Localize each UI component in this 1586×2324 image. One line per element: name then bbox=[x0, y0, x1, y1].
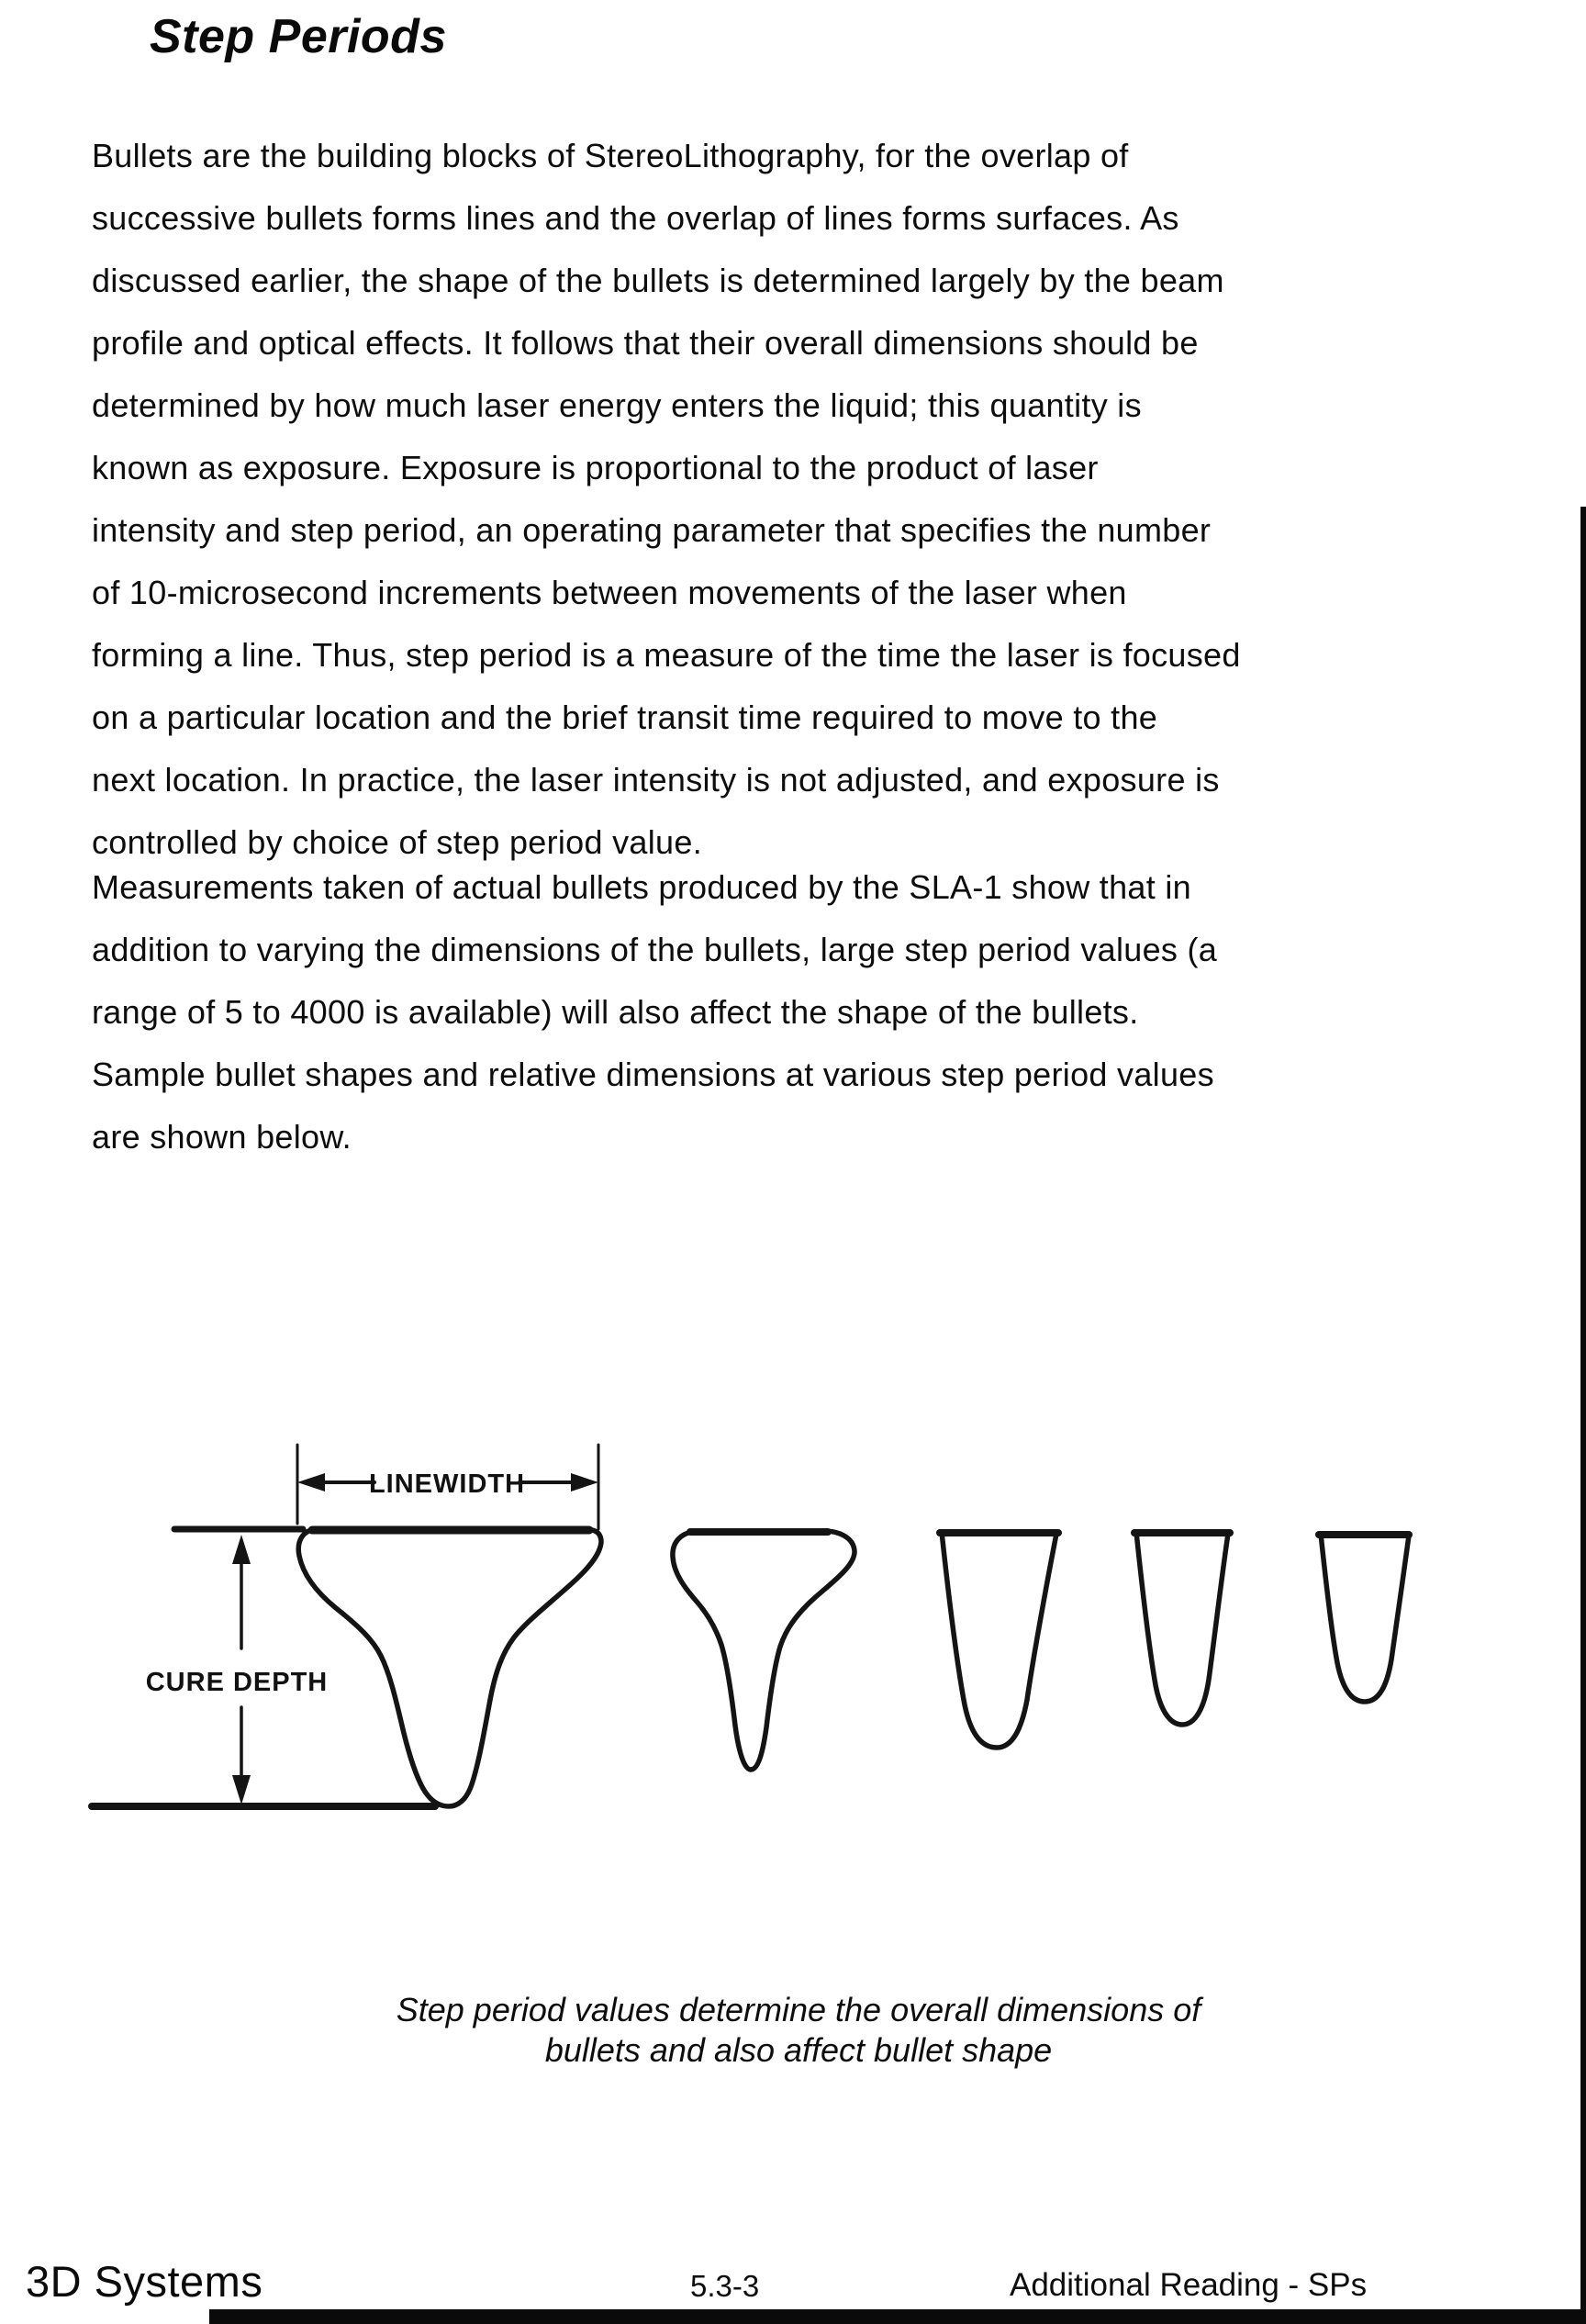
bullet-1-outline bbox=[298, 1529, 601, 1806]
bullet-3-outline bbox=[942, 1532, 1056, 1748]
bullet-2-outline bbox=[673, 1531, 854, 1770]
text-line: addition to varying the dimensions of the bullets, large step period values (a bbox=[92, 931, 1218, 968]
text-line: next location. In practice, the laser intensity is not adjusted, and exposure is bbox=[92, 761, 1220, 799]
text-line: range of 5 to 4000 is available) will also affect the shape of the bullets. bbox=[92, 993, 1139, 1031]
text-line: Measurements taken of actual bullets produced by the SLA-1 show that in bbox=[92, 868, 1191, 906]
paragraph-1 bbox=[92, 125, 1551, 874]
bullet-5-outline bbox=[1321, 1534, 1409, 1702]
text-line: intensity and step period, an operating parameter that specifies the number bbox=[92, 511, 1212, 549]
text-line: profile and optical effects. It follows that their overall dimensions should be bbox=[92, 324, 1199, 362]
text-line: Bullets are the building blocks of StereoLithography, for the overlap of bbox=[92, 137, 1129, 174]
footer-page-number: 5.3-3 bbox=[690, 2269, 760, 2303]
text-line: determined by how much laser energy enters the liquid; this quantity is bbox=[92, 386, 1142, 424]
footer-brand-logo: 3D Systems bbox=[26, 2257, 263, 2306]
cure-depth-arrowhead-down bbox=[232, 1775, 251, 1804]
text-line: are shown below. bbox=[92, 1118, 352, 1156]
bullet-4-outline bbox=[1136, 1532, 1228, 1725]
bullet-profiles-figure bbox=[0, 1395, 1586, 1909]
page-title: Step Periods bbox=[150, 10, 447, 63]
linewidth-arrowhead-right bbox=[571, 1473, 598, 1492]
text-line: successive bullets forms lines and the overlap of lines forms surfaces. As bbox=[92, 199, 1179, 237]
text-line: discussed earlier, the shape of the bullets is determined largely by the beam bbox=[92, 262, 1224, 299]
text-line: of 10-microsecond increments between movements of the laser when bbox=[92, 574, 1127, 611]
caption-line: bullets and also affect bullet shape bbox=[544, 2031, 1053, 2069]
caption-line: Step period values determine the overall dimensions of bbox=[396, 1991, 1201, 2028]
linewidth-label: LINEWIDTH bbox=[368, 1469, 526, 1499]
text-line: Sample bullet shapes and relative dimensions at various step period values bbox=[92, 1056, 1214, 1093]
footer-section-title: Additional Reading - SPs bbox=[1010, 2267, 1368, 2303]
cure-depth-label: CURE DEPTH bbox=[145, 1668, 329, 1697]
text-line: on a particular location and the brief transit time required to move to the bbox=[92, 698, 1158, 736]
text-line: forming a line. Thus, step period is a measure of the time the laser is focused bbox=[92, 636, 1241, 674]
scan-artifact-bottom-bar bbox=[209, 2309, 1586, 2324]
paragraph-2 bbox=[92, 856, 1551, 1168]
scan-artifact-right-bar bbox=[1580, 507, 1586, 2324]
text-line: known as exposure. Exposure is proportional to the product of laser bbox=[92, 449, 1099, 486]
figure-caption bbox=[0, 1990, 1586, 2071]
text-line: controlled by choice of step period value. bbox=[92, 823, 702, 861]
